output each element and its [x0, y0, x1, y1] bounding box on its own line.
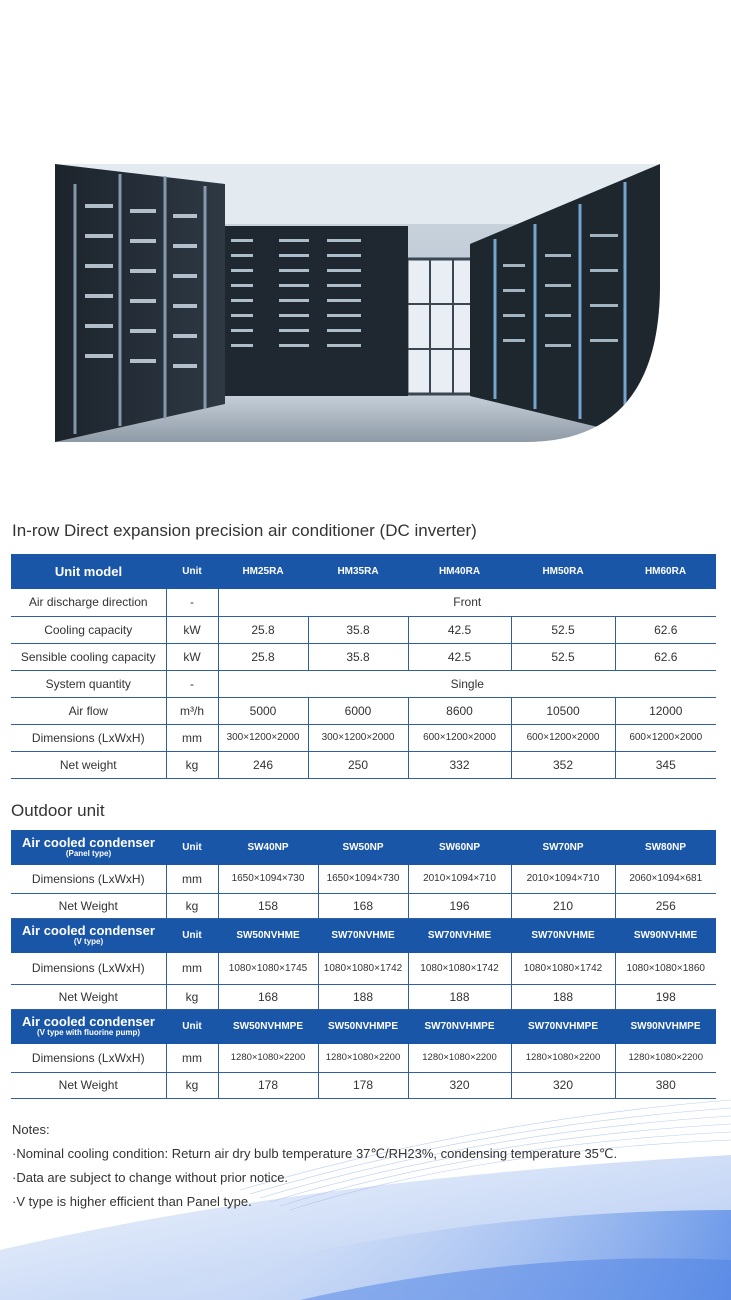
- cell-value: 345: [615, 751, 716, 778]
- row-label: Sensible cooling capacity: [11, 643, 166, 670]
- table-row: [11, 865, 716, 893]
- row-unit: mm: [166, 865, 218, 893]
- cell-value: 300×1200×2000: [308, 724, 408, 751]
- row-label: Dimensions (LxWxH): [11, 1044, 166, 1072]
- cell-value: 12000: [615, 697, 716, 724]
- row-unit: kg: [166, 751, 218, 778]
- outdoor-spec-table: [11, 830, 716, 1099]
- table-row: [11, 616, 716, 643]
- cell-value: 196: [408, 893, 511, 918]
- row-label: Air flow: [11, 697, 166, 724]
- row-unit: mm: [166, 1044, 218, 1072]
- cell-value: 62.6: [615, 643, 716, 670]
- table-row: [11, 724, 716, 751]
- cell-value: 198: [615, 984, 716, 1009]
- cell-value: 256: [615, 893, 716, 918]
- table-row: [11, 893, 716, 918]
- cell-value: 168: [318, 893, 408, 918]
- cell-value: 2010×1094×710: [511, 865, 615, 893]
- cell-value: 52.5: [511, 616, 615, 643]
- cell-value: 25.8: [218, 643, 308, 670]
- condenser-type-header: Air cooled condenser (Panel type): [11, 830, 166, 865]
- model-header: SW50NVHMPE: [218, 1009, 318, 1044]
- row-unit: kW: [166, 616, 218, 643]
- note-item: ·Data are subject to change without prior notice.: [12, 1170, 289, 1185]
- cell-value: 42.5: [408, 643, 511, 670]
- row-label: Dimensions (LxWxH): [11, 724, 166, 751]
- row-value: Front: [218, 589, 716, 616]
- table-row: [11, 589, 716, 616]
- model-header: HM60RA: [615, 554, 716, 589]
- model-header: HM40RA: [408, 554, 511, 589]
- cell-value: 188: [511, 984, 615, 1009]
- model-header: SW40NP: [218, 830, 318, 865]
- cell-value: 35.8: [308, 643, 408, 670]
- row-label: Net Weight: [11, 984, 166, 1009]
- row-unit: -: [166, 589, 218, 616]
- row-label: Net Weight: [11, 1072, 166, 1098]
- model-header: SW70NVHME: [408, 918, 511, 953]
- cell-value: 2060×1094×681: [615, 865, 716, 893]
- cell-value: 188: [318, 984, 408, 1009]
- model-header: SW80NP: [615, 830, 716, 865]
- cell-value: 210: [511, 893, 615, 918]
- condenser-header-row: [11, 830, 716, 865]
- cell-value: 188: [408, 984, 511, 1009]
- cell-value: 8600: [408, 697, 511, 724]
- unit-header: Unit: [166, 918, 218, 953]
- model-header: SW90NVHME: [615, 918, 716, 953]
- condenser-header-row: [11, 1009, 716, 1044]
- cell-value: 6000: [308, 697, 408, 724]
- indoor-header-row: [11, 554, 716, 589]
- row-label: System quantity: [11, 670, 166, 697]
- cell-value: 1080×1080×1742: [318, 953, 408, 984]
- model-header: SW70NVHME: [511, 918, 615, 953]
- cell-value: 1280×1080×2200: [511, 1044, 615, 1072]
- cell-value: 250: [308, 751, 408, 778]
- cell-value: 600×1200×2000: [408, 724, 511, 751]
- row-label: Cooling capacity: [11, 616, 166, 643]
- model-header: SW70NP: [511, 830, 615, 865]
- cell-value: 320: [408, 1072, 511, 1098]
- cell-value: 5000: [218, 697, 308, 724]
- cell-value: 600×1200×2000: [511, 724, 615, 751]
- cell-value: 1280×1080×2200: [408, 1044, 511, 1072]
- cell-value: 158: [218, 893, 318, 918]
- cell-value: 178: [318, 1072, 408, 1098]
- cell-value: 352: [511, 751, 615, 778]
- row-label: Net Weight: [11, 893, 166, 918]
- cell-value: 1080×1080×1742: [408, 953, 511, 984]
- row-unit: kW: [166, 643, 218, 670]
- cell-value: 1280×1080×2200: [218, 1044, 318, 1072]
- unit-header: Unit: [166, 830, 218, 865]
- cell-value: 1080×1080×1745: [218, 953, 318, 984]
- cell-value: 1650×1094×730: [318, 865, 408, 893]
- cell-value: 1280×1080×2200: [615, 1044, 716, 1072]
- model-header: SW50NP: [318, 830, 408, 865]
- row-label: Net weight: [11, 751, 166, 778]
- row-label: Dimensions (LxWxH): [11, 953, 166, 984]
- cell-value: 246: [218, 751, 308, 778]
- table-row: [11, 953, 716, 984]
- model-header: SW70NVHMPE: [408, 1009, 511, 1044]
- cell-value: 35.8: [308, 616, 408, 643]
- model-header: HM25RA: [218, 554, 308, 589]
- table-row: [11, 670, 716, 697]
- cell-value: 600×1200×2000: [615, 724, 716, 751]
- model-header: SW70NVHME: [318, 918, 408, 953]
- note-item: ·Nominal cooling condition: Return air dry bulb temperature 37℃/RH23%, condensing temperature 35℃.: [12, 1146, 618, 1161]
- model-header: SW60NP: [408, 830, 511, 865]
- cell-value: 62.6: [615, 616, 716, 643]
- model-header: SW70NVHMPE: [511, 1009, 615, 1044]
- table-row: [11, 697, 716, 724]
- row-unit: -: [166, 670, 218, 697]
- unit-model-header: Unit model: [11, 554, 166, 589]
- table-row: [11, 984, 716, 1009]
- notes-title: Notes:: [12, 1122, 50, 1137]
- cell-value: 52.5: [511, 643, 615, 670]
- table-row: [11, 643, 716, 670]
- model-header: SW50NVHME: [218, 918, 318, 953]
- row-unit: mm: [166, 953, 218, 984]
- cell-value: 10500: [511, 697, 615, 724]
- model-header: HM50RA: [511, 554, 615, 589]
- row-unit: kg: [166, 984, 218, 1009]
- row-unit: kg: [166, 1072, 218, 1098]
- notes-section: [12, 1122, 617, 1218]
- note-item: ·V type is higher efficient than Panel type.: [12, 1194, 252, 1209]
- row-unit: mm: [166, 724, 218, 751]
- table-row: [11, 751, 716, 778]
- datacenter-hero-image: [55, 164, 660, 442]
- cell-value: 332: [408, 751, 511, 778]
- unit-header: Unit: [166, 554, 218, 589]
- condenser-header-row: [11, 918, 716, 953]
- cell-value: 178: [218, 1072, 318, 1098]
- outdoor-unit-title: Outdoor unit: [11, 801, 105, 820]
- unit-header: Unit: [166, 1009, 218, 1044]
- row-value: Single: [218, 670, 716, 697]
- model-header: SW50NVHMPE: [318, 1009, 408, 1044]
- cell-value: 2010×1094×710: [408, 865, 511, 893]
- indoor-unit-title: In-row Direct expansion precision air conditioner (DC inverter): [12, 521, 477, 540]
- cell-value: 1650×1094×730: [218, 865, 318, 893]
- row-label: Air discharge direction: [11, 589, 166, 616]
- cell-value: 168: [218, 984, 318, 1009]
- model-header: HM35RA: [308, 554, 408, 589]
- cell-value: 320: [511, 1072, 615, 1098]
- cell-value: 1280×1080×2200: [318, 1044, 408, 1072]
- cell-value: 300×1200×2000: [218, 724, 308, 751]
- cell-value: 42.5: [408, 616, 511, 643]
- indoor-spec-table: [11, 554, 716, 779]
- cell-value: 25.8: [218, 616, 308, 643]
- condenser-type-header: Air cooled condenser (V type with fluorine pump): [11, 1009, 166, 1044]
- row-label: Dimensions (LxWxH): [11, 865, 166, 893]
- cell-value: 1080×1080×1742: [511, 953, 615, 984]
- model-header: SW90NVHMPE: [615, 1009, 716, 1044]
- cell-value: 380: [615, 1072, 716, 1098]
- row-unit: kg: [166, 893, 218, 918]
- condenser-type-header: Air cooled condenser (V type): [11, 918, 166, 953]
- cell-value: 1080×1080×1860: [615, 953, 716, 984]
- row-unit: m³/h: [166, 697, 218, 724]
